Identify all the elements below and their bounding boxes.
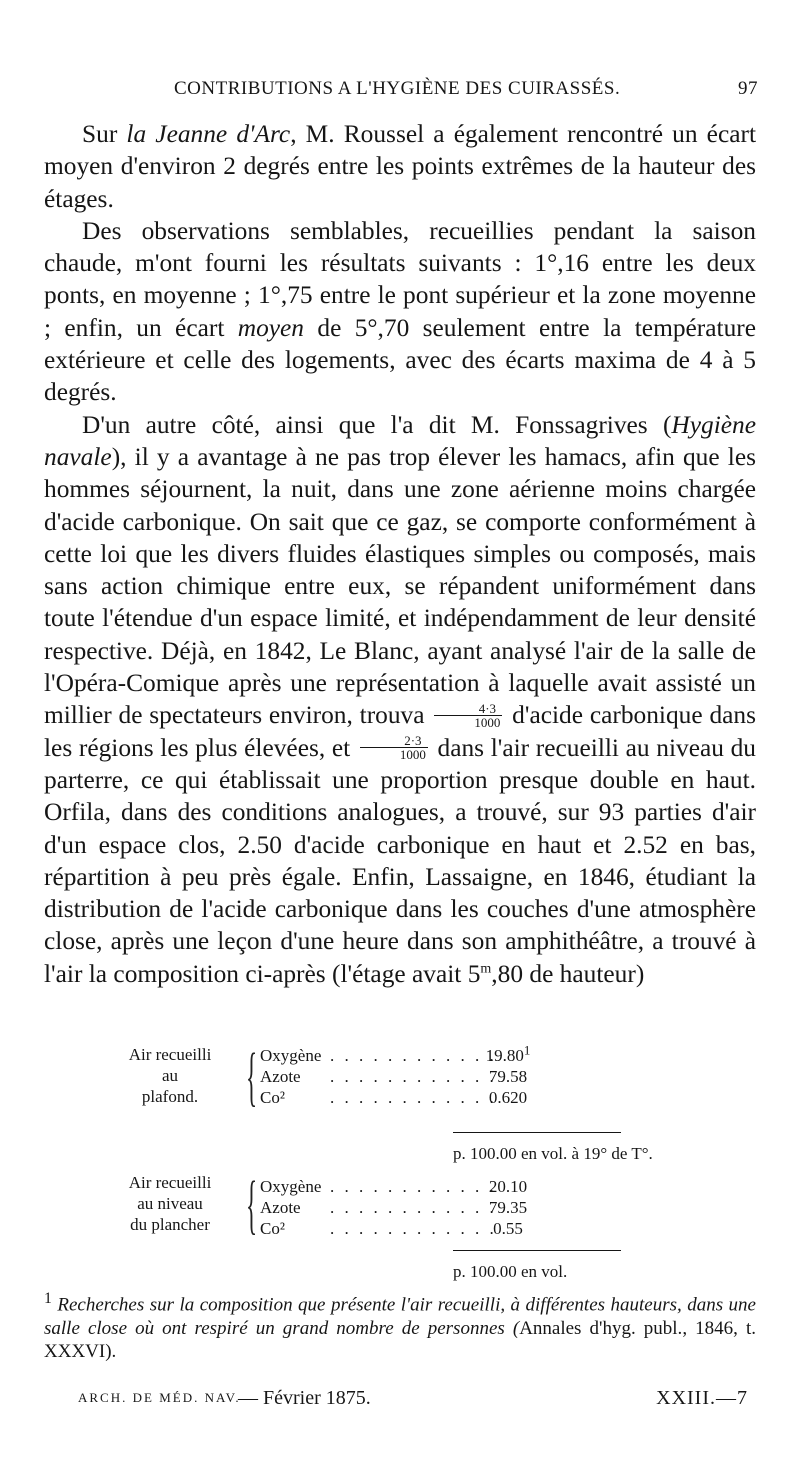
emphasis: moyen	[237, 313, 305, 342]
label-line: au	[161, 1066, 179, 1085]
label-line: Air recueilli	[128, 1045, 212, 1064]
block-total: p. 100.00 en vol. à 19° de T°.	[453, 1144, 653, 1163]
unit-superscript: m	[480, 961, 492, 977]
fraction-upper	[434, 702, 502, 729]
gas-value: 79.35	[488, 1198, 528, 1217]
main-text	[44, 118, 756, 990]
gas-value: 0.55	[493, 1219, 523, 1238]
gas-name: Oxygène	[260, 1046, 322, 1065]
signature-mark: XXIII.—7	[656, 1387, 748, 1409]
leader-dots: . . . . . . . . . . . .	[330, 1088, 497, 1107]
text-run: d'acide carbonique dans les régions les plus élevées, et	[44, 701, 756, 762]
table-row	[260, 1066, 700, 1087]
fraction-lower	[360, 734, 428, 761]
text-run: , M. Roussel a également rencontré un écart moyen d'environ 2 degrés entre les points extrêmes de la hauteur des étages.	[44, 120, 756, 213]
gas-name: Azote	[260, 1067, 301, 1086]
text-run: D'un autre côté, ainsi que l'a dit M. Fonssagrives (	[82, 410, 672, 439]
fraction-denominator: 1000	[399, 747, 426, 763]
sum-rule	[453, 1132, 621, 1133]
running-header	[120, 78, 760, 108]
fraction-denominator: 1000	[474, 715, 501, 731]
text-run: ), il y a avantage à ne pas trop élever les hamacs, afin que les hommes séjournent, la nuit, dans une zone aérienne moins chargée d'acide carbonique. On sait que ce gaz, se comporte conformément à cette loi que les divers fluides élastiques simples ou composés, mais sans action chimique entre eux, se répandent uniformément dans toute l'étendue d'un espace limité, et indépendamment de leur densité respective. Déjà, en 1842, Le Blanc, ayant analysé l'air de la salle de l'Opéra-Comique après une représentation à laquelle avait assisté un millier de spectateurs environ, trouva	[44, 442, 756, 730]
footnote-marker: 1	[523, 1042, 531, 1058]
label-line: du plancher	[130, 1215, 210, 1234]
leader-dots: . . . . . . . . . . . .	[330, 1219, 497, 1238]
text-run: Des observations semblables, recueillies pendant la saison chaude, m'ont fourni les résultats suivants : 1°,16 entre les deux ponts, en moyenne ; 1°,75 entre le pont supérieur et la zone moyenne ; enfin, un écart	[44, 216, 756, 342]
gas-value: 79.58	[488, 1067, 528, 1086]
paragraph-1	[44, 118, 756, 215]
block-total: p. 100.00 en vol.	[453, 1262, 568, 1281]
block-label	[100, 1172, 240, 1235]
table-row	[260, 1042, 700, 1066]
gas-name: Co²	[260, 1219, 285, 1238]
gas-name: Oxygène	[260, 1177, 322, 1196]
page-number: 97	[738, 78, 758, 99]
sum-rule	[453, 1250, 621, 1251]
paragraph-3	[44, 409, 756, 990]
leader-dots: . . . . . . . . . . . .	[330, 1067, 497, 1086]
footnote-text: Recherches sur la composition que présente l'air recueilli, à différentes hauteurs, dans une salle close où ont respiré un grand nombre de personnes (	[44, 1294, 756, 1339]
footnote	[44, 1287, 756, 1364]
gas-value: 20.10	[488, 1177, 528, 1196]
table-row	[260, 1176, 700, 1197]
page-footer	[78, 1387, 760, 1416]
label-line: plafond.	[141, 1087, 199, 1106]
paragraph-2	[44, 215, 756, 409]
footnote-marker: 1	[44, 1290, 52, 1307]
running-title: CONTRIBUTIONS A L'HYGIÈNE DES CUIRASSÉS.	[174, 78, 621, 99]
curly-brace-icon: {	[246, 1168, 258, 1241]
gas-value: 0.620	[488, 1088, 528, 1107]
table-row	[260, 1087, 700, 1108]
table-row	[260, 1218, 700, 1239]
fraction-numerator: 4·3	[434, 702, 502, 716]
footnote-text: , 1846, t. XXXVI).	[44, 1317, 757, 1363]
block-label	[100, 1044, 240, 1107]
text-run: de 5°,70 seulement entre la température extérieure et celle des logements, avec des écarts maxima de 4 à 5 degrés.	[44, 313, 756, 407]
text-run: ,80 de hauteur)	[491, 959, 645, 988]
value-text: 19.80	[485, 1046, 524, 1065]
label-line: Air recueilli	[128, 1173, 212, 1192]
fraction-numerator: 2·3	[360, 734, 428, 748]
gas-name: Co²	[260, 1088, 285, 1107]
leader-dots: . . . . . . . . . . . .	[330, 1198, 497, 1217]
issue-date: — Février 1875.	[238, 1387, 371, 1409]
curly-brace-icon: {	[246, 1040, 258, 1113]
leader-dots: . . . . . . . . . . . .	[330, 1046, 497, 1065]
gas-value	[476, 1042, 540, 1066]
journal-title: Annales d'hyg. publ.	[519, 1317, 683, 1339]
journal-abbrev: ARCH. DE MÉD. NAV.	[78, 1390, 241, 1405]
ship-name: la Jeanne d'Arc	[126, 120, 291, 148]
table-row	[260, 1197, 700, 1218]
text-run: dans l'air recueilli au niveau du parterre, ce qui établissait une proportion presque double en haut. Orfila, dans des conditions analogues, a trouvé, sur 93 parties d'air d'un espace clos, 2.50 d'acide carbonique en haut et 2.52 en bas, répartition à peu près égale. Enfin, Lassaigne, en 1846, étudiant la distribution de l'acide carbonique dans les couches d'une atmosphère close, après une leçon d'une heure dans son amphithéâtre, a trouvé à l'air la composition ci-après (l'étage avait 5	[44, 733, 757, 988]
leader-dots: . . . . . . . . . . . .	[330, 1177, 497, 1196]
label-line: au niveau	[137, 1194, 203, 1213]
gas-name: Azote	[260, 1198, 301, 1217]
book-title: Hygiène navale	[44, 410, 756, 471]
text-run: Sur	[82, 120, 127, 148]
